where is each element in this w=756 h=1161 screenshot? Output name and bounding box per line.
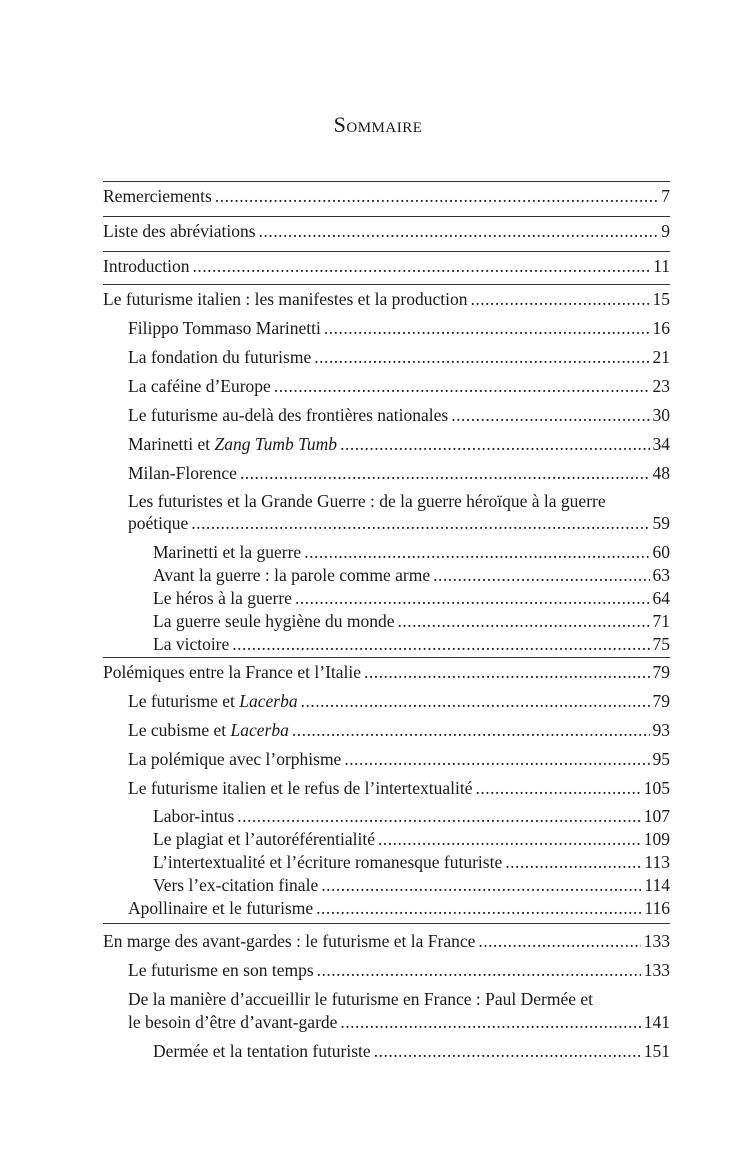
toc-entry-zang-tumb-tumb: Marinetti et Zang Tumb Tumb ..... 34 — [128, 433, 670, 455]
toc-entry-avant-guerre: Avant la guerre : la parole comme arme ..... 63 — [153, 564, 670, 586]
toc-entry-hygiene: La guerre seule hygiène du monde ..... 71 — [153, 610, 670, 632]
toc-entry-ex-citation: Vers l’ex-citation finale ..... 114 — [153, 874, 670, 896]
toc-entry-grande-guerre-line1: Les futuristes et la Grande Guerre : de la guerre héroïque à la guerre — [128, 491, 606, 511]
separator — [103, 216, 670, 217]
toc-entry-introduction: Introduction ..... 11 — [103, 255, 670, 277]
toc-entry-tentation-futuriste: Dermée et la tentation futuriste ..... 151 — [153, 1040, 670, 1062]
toc-entry-futurisme-italien: Le futurisme italien : les manifestes et la production ..... 15 — [103, 288, 670, 310]
toc-entry-futurisme-lacerba: Le futurisme et Lacerba ..... 79 — [128, 690, 670, 712]
toc-entry-abreviations: Liste des abréviations ..... 9 — [103, 220, 670, 242]
toc-entry-plagiat: Le plagiat et l’autoréférentialité ..... 109 — [153, 828, 670, 850]
separator — [103, 657, 670, 658]
separator — [103, 181, 670, 182]
toc-entry-ecriture-romanesque: L’intertextualité et l’écriture romanesque futuriste ..... 113 — [153, 851, 670, 873]
toc-entry-labor-intus: Labor-intus ..... 107 — [153, 805, 670, 827]
toc-entry-fondation: La fondation du futurisme ..... 21 — [128, 346, 670, 368]
toc-entry-en-son-temps: Le futurisme en son temps ..... 133 — [128, 959, 670, 981]
toc-entry-apollinaire: Apollinaire et le futurisme ..... 116 — [128, 897, 670, 919]
toc-entry-victoire: La victoire ..... 75 — [153, 633, 670, 655]
toc-entry-polemiques: Polémiques entre la France et l’Italie ..... 79 — [103, 661, 670, 683]
toc-entry-marinetti-guerre: Marinetti et la guerre ..... 60 — [153, 541, 670, 563]
toc-entry-cafeine: La caféine d’Europe ..... 23 — [128, 375, 670, 397]
toc-entry-intertextualite: Le futurisme italien et le refus de l’intertextualité ..... 105 — [128, 777, 670, 799]
separator — [103, 923, 670, 924]
page-title: Sommaire — [333, 112, 423, 137]
toc-entry-en-marge: En marge des avant-gardes : le futurisme et la France ..... 133 — [103, 930, 670, 952]
toc-entry-milan-florence: Milan-Florence ..... 48 — [128, 462, 670, 484]
toc-entry-remerciements: Remerciements ..... 7 — [103, 185, 670, 207]
toc-entry-frontieres: Le futurisme au-delà des frontières nationales ..... 30 — [128, 404, 670, 426]
toc-entry-marinetti: Filippo Tommaso Marinetti ..... 16 — [128, 317, 670, 339]
toc-entry-avant-garde: le besoin d’être d’avant-garde ..... 141 — [128, 1011, 670, 1033]
toc-entry-grande-guerre: poétique ..... 59 — [128, 512, 670, 534]
separator — [103, 284, 670, 285]
toc-entry-orphisme: La polémique avec l’orphisme ..... 95 — [128, 748, 670, 770]
toc-entry-heros: Le héros à la guerre ..... 64 — [153, 587, 670, 609]
toc-entry-dermee-line1: De la manière d’accueillir le futurisme en France : Paul Dermée et — [128, 989, 593, 1009]
toc-entry-cubisme-lacerba: Le cubisme et Lacerba ..... 93 — [128, 719, 670, 741]
separator — [103, 251, 670, 252]
